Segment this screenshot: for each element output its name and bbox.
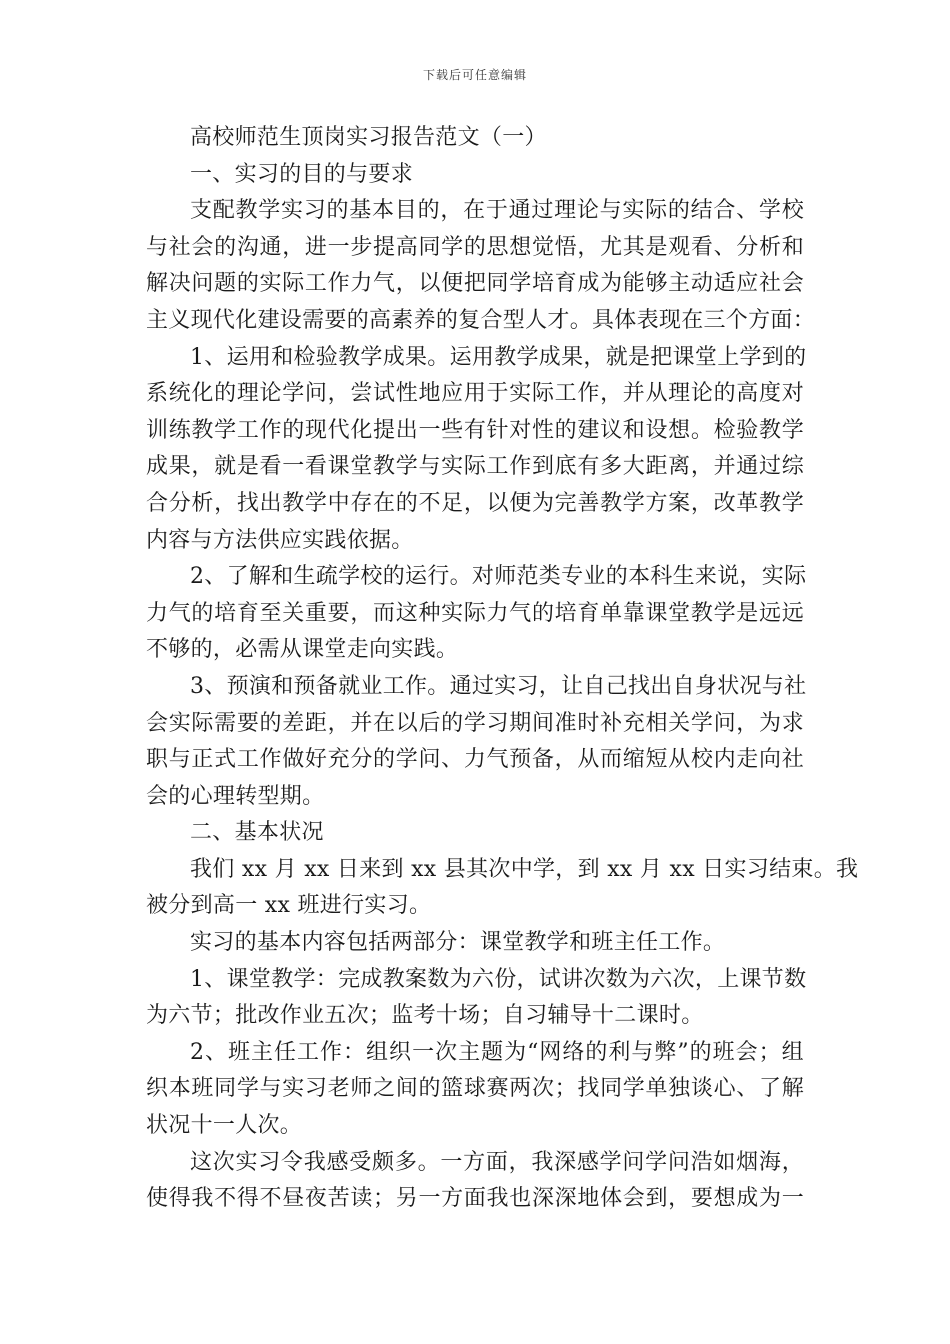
text-line: 与社会的沟通，进一步提高同学的思想觉悟，尤其是观看、分析和 <box>146 234 804 260</box>
text-line: 被分到高一 xx 班进行实习。 <box>146 893 432 919</box>
text-line: 训练教学工作的现代化提出一些有针对性的建议和设想。检验教学 <box>146 417 804 443</box>
page-header: 下载后可任意编辑 <box>422 68 527 82</box>
text-line: 1、课堂教学：完成教案数为六份，试讲次数为六次，上课节数 <box>190 966 807 992</box>
document-body <box>146 120 859 1218</box>
text-line: 状况十一人次。 <box>146 1113 303 1139</box>
text-line: 实习的基本内容包括两部分：课堂教学和班主任工作。 <box>190 930 726 956</box>
text-line: 为六节；批改作业五次；监考十场；自习辅导十二课时。 <box>146 1003 704 1029</box>
text-line: 支配教学实习的基本目的，在于通过理论与实际的结合、学校 <box>190 198 804 224</box>
text-line: 力气的培育至关重要，而这种实际力气的培育单靠课堂教学是远远 <box>146 600 804 626</box>
text-line: 3、预演和预备就业工作。通过实习，让自己找出自身状况与社 <box>190 673 807 699</box>
text-line: 合分析，找出教学中存在的不足，以便为完善教学方案，改革教学 <box>146 490 804 516</box>
text-line: 这次实习令我感受颇多。一方面，我深感学问学问浩如烟海， <box>190 1149 804 1175</box>
text-line: 织本班同学与实习老师之间的篮球赛两次；找同学单独谈心、了解 <box>146 1076 804 1102</box>
text-line: 我们 xx 月 xx 日来到 xx 县其次中学，到 xx 月 xx 日实习结束。我 <box>190 856 859 882</box>
text-line: 会实际需要的差距，并在以后的学习期间准时补充相关学问，为求 <box>146 710 804 736</box>
text-line: 1、运用和检验教学成果。运用教学成果，就是把课堂上学到的 <box>190 344 807 370</box>
text-line: 系统化的理论学问，尝试性地应用于实际工作，并从理论的高度对 <box>146 381 804 407</box>
text-line: 成果，就是看一看课堂教学与实际工作到底有多大距离，并通过综 <box>146 454 804 480</box>
text-line: 解决问题的实际工作力气，以便把同学培育成为能够主动适应社会 <box>146 271 804 297</box>
text-line: 一、实习的目的与要求 <box>190 161 414 187</box>
text-line: 职与正式工作做好充分的学问、力气预备，从而缩短从校内走向社 <box>146 747 804 773</box>
text-line: 内容与方法供应实践依据。 <box>146 527 414 553</box>
text-line: 不够的，必需从课堂走向实践。 <box>146 637 459 663</box>
text-line: 高校师范生顶岗实习报告范文（一） <box>190 125 547 150</box>
text-line: 使得我不得不昼夜苦读；另一方面我也深深地体会到，要想成为一 <box>146 1186 804 1212</box>
text-line: 二、基本状况 <box>190 820 324 846</box>
text-line: 主义现代化建设需要的高素养的复合型人才。具体表现在三个方面： <box>146 307 816 333</box>
text-line: 2、了解和生疏学校的运行。对师范类专业的本科生来说，实际 <box>190 564 807 590</box>
text-line: 会的心理转型期。 <box>146 783 325 809</box>
text-line: 2、班主任工作：组织一次主题为“网络的利与弊”的班会；组 <box>190 1039 804 1065</box>
